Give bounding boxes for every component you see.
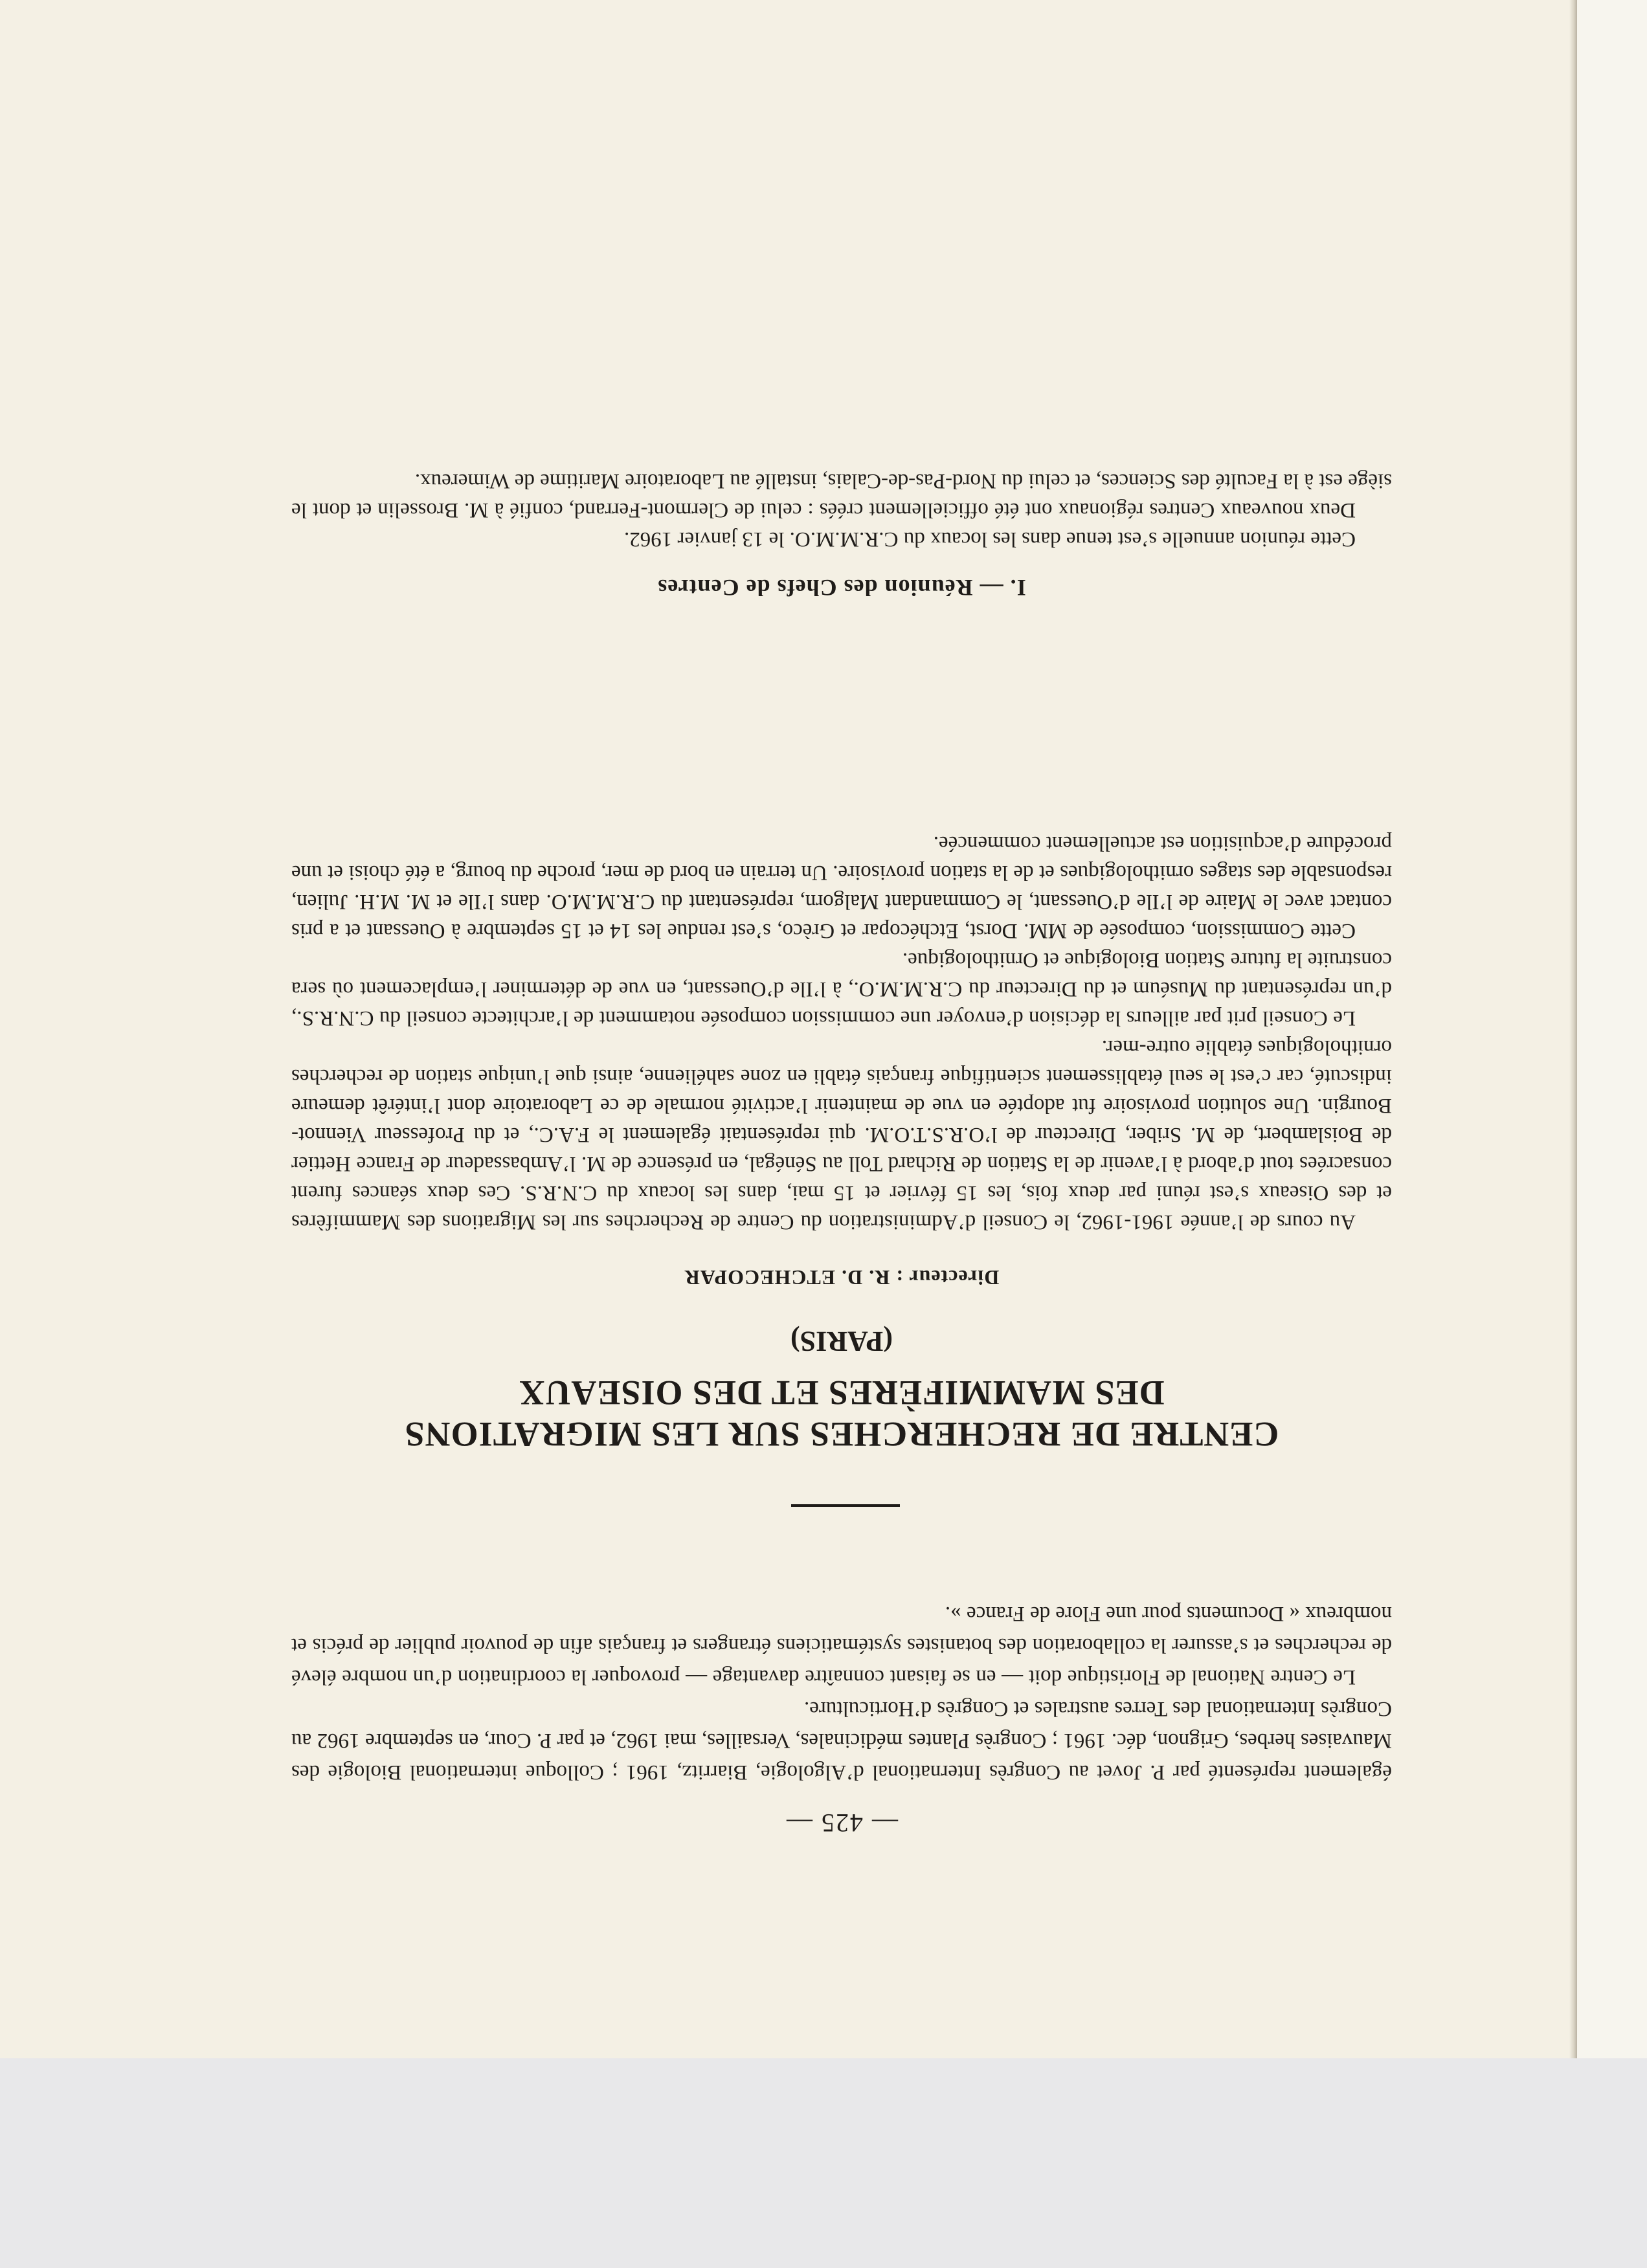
body-paragraph-commission-decision: Le Conseil prit par ailleurs la décision d’envoyer une commission composée notamment de l’architecte conseil du C.N.R.S., d’un représentant du Muséum et du Directeur du C.R.M.M.O., à l’Ile d’Ouessant, en vue de déterminer l’emplacement où sera construite la future Station Biologique et Ornithologique.	[291, 948, 1392, 1030]
previous-continuation-paragraph: également représenté par P. Jovet au Congrès International d’Algologie, Biarritz, 1961 ; Colloque international Biologie des Mauvaises herbes, Grignon, déc. 1961 ; Congrès Plantes médicinales, Versailles, mai 1962, et par P. Cour, en septembre 1962 au Congrès International des Terres australes et Congrès d’Horticulture.	[291, 1697, 1392, 1784]
article-title-line-1: CENTRE DE RECHERCHES SUR LES MIGRATIONS	[404, 1415, 1279, 1454]
article-location: (PARIS)	[790, 1326, 893, 1357]
printed-page-upside-down	[291, 220, 1392, 1838]
previous-section-text	[291, 1597, 1392, 1788]
section-paragraph-meeting: Cette réunion annuelle s’est tenue dans les locaux du C.R.M.M.O. le 13 janvier 1962.	[623, 528, 1356, 551]
section-heading: I. — Réunion des Chefs de Centres	[657, 575, 1026, 601]
body-paragraph-conseil: Au cours de l’année 1961-1962, le Conseil d’Administration du Centre de Recherches sur les Migrations des Mammifères et des Oiseaux s’est réuni par deux fois, les 15 février et 15 mai, dans les locaux du C.N.R.S. Ces deux séances furent consacrées tout d’abord à l’avenir de la Station de Richard Toll au Sénégal, en présence de M. l’Ambassadeur de France Hettier de Boislambert, de M. Sriber, Directeur de l’O.R.S.T.O.M. qui représentait également le F.A.C., et du Professeur Viennot-Bourgin. Une solution provisoire fut adoptée en vue de maintenir l’activité normale de ce Laboratoire dont l’intérêt demeure indiscuté, car c’est le seul établissement scientifique français établi en zone sahélienne, ainsi que l’unique station de recherches ornithologiques établie outre-mer.	[291, 1036, 1392, 1234]
scanner-background	[0, 2058, 1647, 2268]
body-paragraph-commission-visit: Cette Commission, composée de MM. Dorst, Etchécopar et Grèco, s’est rendue les 14 et 15 septembre à Ouessant et a pris contact avec le Maire de l’Ile d’Ouessant, le Commandant Malgorn, représentant du C.R.M.M.O. dans l’Ile et M. M.H. Julien, responsable des stages ornithologiques et de la station provisoire. Un terrain en bord de mer, proche du bourg, a été choisi et une procédure d’acquisition est actuellement commencée.	[291, 832, 1392, 942]
section-paragraph-new-centres: Deux nouveaux Centres régionaux ont été officiellement créés : celui de Clermont-Ferrand, confié à M. Brosselin et dont le siège est à la Faculté des Sciences, et celui du Nord-Pas-de-Calais, installé au Laboratoire Maritime de Wimereux.	[291, 469, 1392, 522]
article-director: Directeur : R. D. ETCHECOPAR	[684, 1266, 1000, 1289]
paper-margin-strip	[1577, 0, 1647, 2058]
article-title	[291, 1372, 1392, 1455]
page-number: — 425 —	[785, 1808, 898, 1838]
previous-floristique-paragraph: Le Centre National de Floristique doit — en se faisant connaître davantage — provoquer la coordination d’un nombre élevé de recherches et s’assurer la collaboration des botanistes systématiciens étrangers et français afin de pouvoir publier de précis et nombreux « Documents pour une Flore de France ».	[291, 1602, 1392, 1689]
article-title-line-2: DES MAMMIFÈRES ET DES OISEAUX	[519, 1373, 1165, 1412]
section-divider-rule	[791, 1504, 900, 1507]
paper-edge-shadow	[1569, 0, 1577, 2058]
section-body	[291, 466, 1392, 553]
article-body	[291, 828, 1392, 1236]
